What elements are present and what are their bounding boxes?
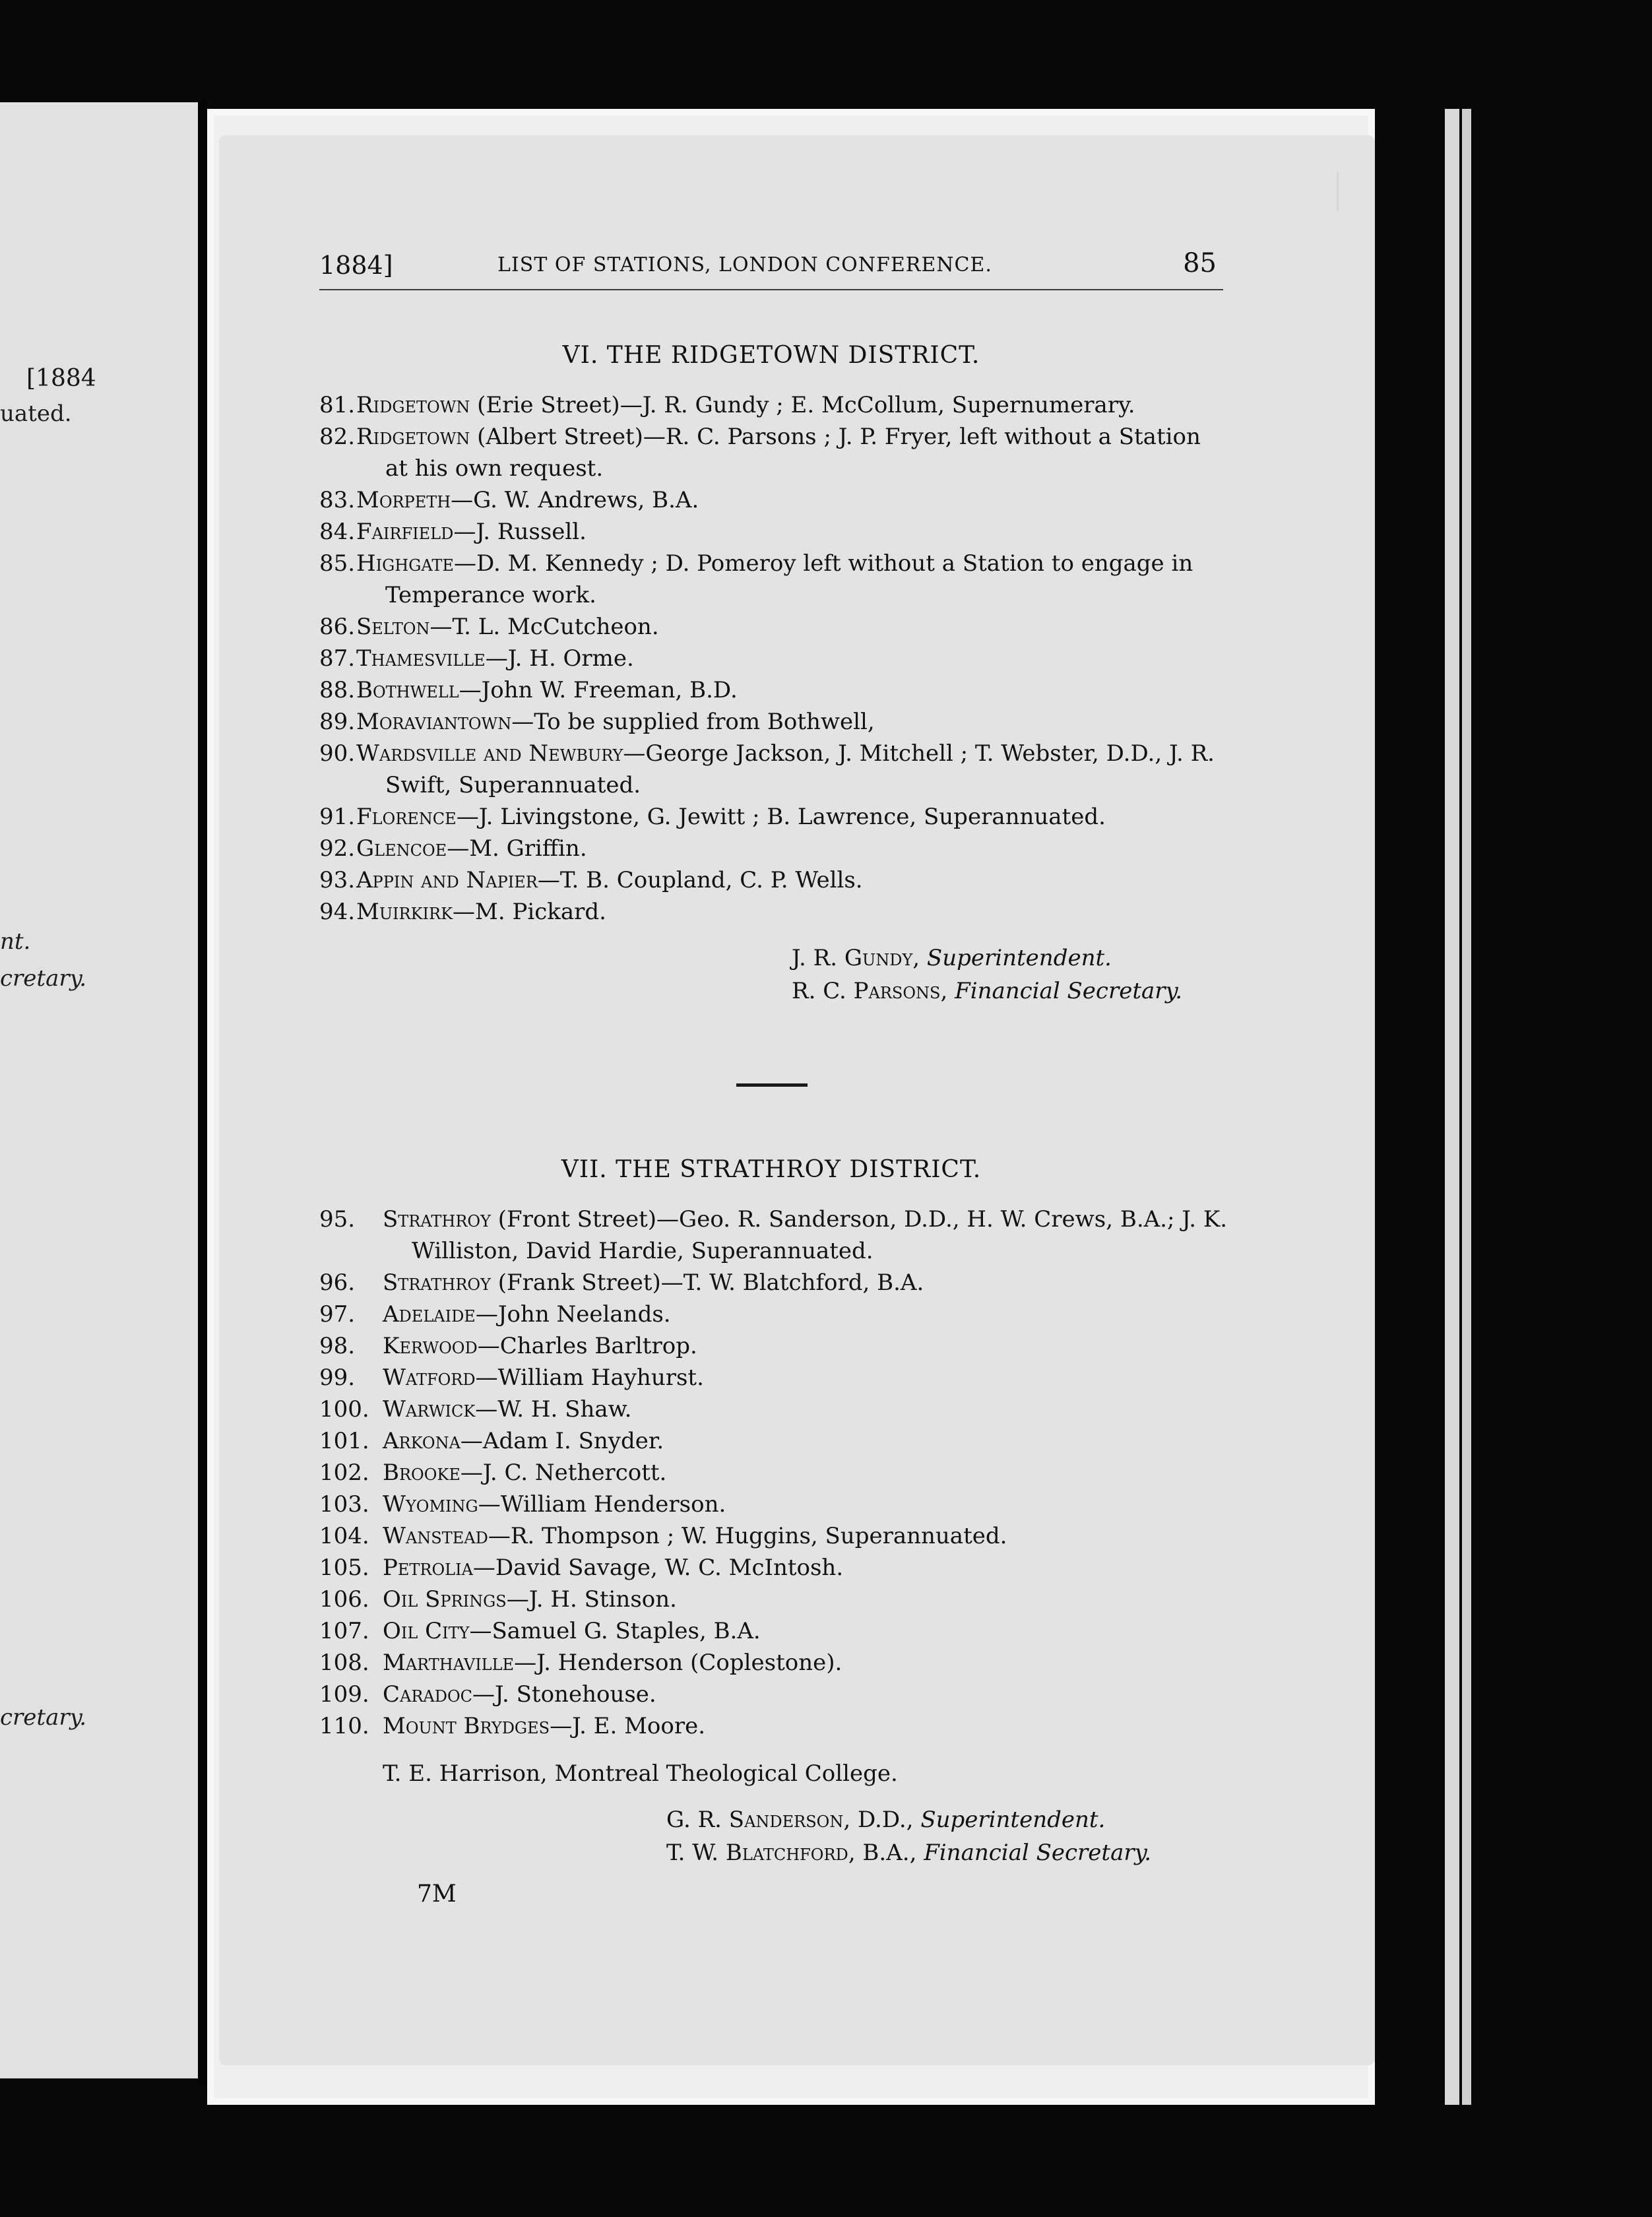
station-number: 101. bbox=[319, 1428, 369, 1454]
station-place: Wanstead bbox=[383, 1523, 488, 1549]
station-place: Strathroy bbox=[383, 1206, 491, 1233]
station-ministers: —To be supplied from Bothwell, bbox=[511, 709, 875, 735]
station-number: 102. bbox=[319, 1460, 369, 1486]
station-number: 106. bbox=[319, 1586, 369, 1613]
station-place: Bothwell bbox=[356, 677, 459, 703]
station-ministers: (Front Street)—Geo. R. Sanderson, D.D., H. W. Crews, B.A.; J. K. Williston, David Hardie, Superannuated. bbox=[412, 1206, 1228, 1264]
station-number: 104. bbox=[319, 1523, 369, 1549]
station-place: Kerwood bbox=[383, 1333, 478, 1359]
station-number: 103. bbox=[319, 1491, 369, 1518]
station-entry bbox=[319, 674, 1230, 706]
station-entry bbox=[319, 1679, 1243, 1710]
station-ministers: (Erie Street)—J. R. Gundy ; E. McCollum, Supernumerary. bbox=[470, 392, 1135, 418]
signatory-role: Superintendent. bbox=[920, 1807, 1106, 1833]
previous-page bbox=[0, 102, 198, 2078]
station-entry bbox=[319, 548, 1230, 611]
station-ministers: —T. L. McCutcheon. bbox=[429, 614, 659, 640]
station-ministers: —M. Pickard. bbox=[453, 899, 606, 925]
signature-line: R. C. Parsons, Financial Secretary. bbox=[792, 978, 1183, 1004]
station-number: 95. bbox=[319, 1206, 356, 1233]
station-entry bbox=[319, 1615, 1243, 1647]
station-entry bbox=[319, 1299, 1243, 1330]
station-entry bbox=[319, 738, 1230, 801]
station-number: 81. bbox=[319, 392, 356, 418]
station-ministers: —Samuel G. Staples, B.A. bbox=[469, 1618, 761, 1644]
district-heading: VII. THE STRATHROY DISTRICT. bbox=[561, 1156, 982, 1183]
signature-line bbox=[666, 1804, 1105, 1836]
signatory-role: Financial Secretary. bbox=[955, 978, 1183, 1004]
signature-line: J. R. Gundy, Superintendent. bbox=[792, 945, 1112, 971]
station-number: 105. bbox=[319, 1555, 369, 1581]
station-number: 99. bbox=[319, 1365, 356, 1391]
previous-page-fragment: cretary. bbox=[0, 1704, 87, 1731]
station-entry bbox=[319, 1394, 1243, 1425]
station-number: 96. bbox=[319, 1269, 356, 1296]
station-entry bbox=[319, 611, 1230, 643]
station-ministers: —G. W. Andrews, B.A. bbox=[451, 487, 699, 513]
station-ministers: —William Henderson. bbox=[478, 1491, 726, 1518]
signatory-role: Superintendent. bbox=[926, 945, 1112, 971]
station-place: Highgate bbox=[356, 550, 454, 577]
station-entry bbox=[319, 706, 1230, 738]
station-entry bbox=[319, 1520, 1243, 1552]
signature-line bbox=[666, 1837, 1151, 1869]
station-entry bbox=[319, 643, 1230, 674]
signatory-name: R. C. Parsons bbox=[792, 978, 941, 1004]
station-entry bbox=[319, 1457, 1243, 1489]
station-entry bbox=[319, 484, 1230, 516]
page-edge bbox=[1445, 109, 1459, 2105]
station-entry bbox=[319, 1552, 1243, 1584]
previous-page-fragment: uated. bbox=[0, 401, 72, 427]
station-ministers: (Frank Street)—T. W. Blatchford, B.A. bbox=[490, 1269, 924, 1296]
station-ministers: —D. M. Kennedy ; D. Pomeroy left without a Station to engage in Temperance work. bbox=[385, 550, 1193, 608]
running-head bbox=[319, 248, 1223, 290]
station-place: Marthaville bbox=[383, 1650, 515, 1676]
station-place: Wardsville and Newbury bbox=[356, 740, 623, 767]
station-number: 97. bbox=[319, 1301, 356, 1328]
signatory-degree: , D.D., bbox=[843, 1807, 921, 1833]
station-ministers: —J. E. Moore. bbox=[550, 1713, 706, 1739]
station-ministers: —J. Stonehouse. bbox=[472, 1681, 656, 1708]
station-ministers: (Albert Street)—R. C. Parsons ; J. P. Fryer, left without a Station at his own request. bbox=[385, 424, 1201, 482]
station-number: 107. bbox=[319, 1618, 369, 1644]
station-place: Warwick bbox=[383, 1396, 476, 1423]
station-ministers: —George Jackson, J. Mitchell ; T. Webster, D.D., J. R. Swift, Superannuated. bbox=[385, 740, 1215, 798]
book-gutter bbox=[198, 99, 207, 2085]
station-number: 89. bbox=[319, 709, 356, 735]
station-number: 109. bbox=[319, 1681, 369, 1708]
station-place: Fairfield bbox=[356, 519, 454, 545]
station-place: Appin and Napier bbox=[356, 867, 538, 893]
page-number: 85 bbox=[1183, 248, 1217, 278]
station-place: Mount Brydges bbox=[383, 1713, 550, 1739]
station-ministers: —John W. Freeman, B.D. bbox=[459, 677, 738, 703]
station-entry bbox=[319, 801, 1230, 833]
station-ministers: —William Hayhurst. bbox=[475, 1365, 704, 1391]
district-note: T. E. Harrison, Montreal Theological College. bbox=[383, 1760, 898, 1787]
signatory-name: G. R. Sanderson bbox=[666, 1807, 844, 1833]
signatory-name: J. R. Gundy bbox=[792, 945, 913, 971]
station-entry bbox=[319, 1584, 1243, 1615]
station-number: 98. bbox=[319, 1333, 356, 1359]
station-ministers: —J. Henderson (Coplestone). bbox=[514, 1650, 842, 1676]
station-entry bbox=[319, 896, 1230, 928]
station-place: Morpeth bbox=[356, 487, 451, 513]
station-place: Wyoming bbox=[383, 1491, 478, 1518]
running-head-year: 1884] bbox=[319, 251, 393, 280]
station-entry bbox=[319, 1425, 1243, 1457]
station-number: 110. bbox=[319, 1713, 369, 1739]
station-number: 108. bbox=[319, 1650, 369, 1676]
station-place: Selton bbox=[356, 614, 430, 640]
station-entry bbox=[319, 1267, 1243, 1299]
station-ministers: —J. Russell. bbox=[453, 519, 587, 545]
station-entry bbox=[319, 1204, 1243, 1267]
station-place: Brooke bbox=[383, 1460, 461, 1486]
station-number: 92. bbox=[319, 835, 356, 862]
station-place: Oil City bbox=[383, 1618, 470, 1644]
station-place: Arkona bbox=[383, 1428, 461, 1454]
station-place: Ridgetown bbox=[356, 424, 470, 450]
station-number: 88. bbox=[319, 677, 356, 703]
running-head-title: LIST OF STATIONS, LONDON CONFERENCE. bbox=[497, 253, 992, 276]
station-place: Adelaide bbox=[383, 1301, 476, 1328]
station-ministers: —T. B. Coupland, C. P. Wells. bbox=[537, 867, 863, 893]
station-place: Petrolia bbox=[383, 1555, 473, 1581]
station-number: 85. bbox=[319, 550, 356, 577]
page-edge bbox=[1462, 109, 1471, 2105]
previous-page-fragment: nt. bbox=[0, 928, 31, 955]
station-entry bbox=[319, 1710, 1243, 1742]
station-place: Moraviantown bbox=[356, 709, 512, 735]
station-entry bbox=[319, 516, 1230, 548]
station-place: Caradoc bbox=[383, 1681, 473, 1708]
station-entry bbox=[319, 1362, 1243, 1394]
station-list-ridgetown bbox=[319, 389, 1230, 928]
station-place: Watford bbox=[383, 1365, 476, 1391]
station-entry bbox=[319, 1489, 1243, 1520]
station-ministers: —W. H. Shaw. bbox=[475, 1396, 632, 1423]
signatory-role: Financial Secretary. bbox=[924, 1840, 1152, 1866]
station-number: 91. bbox=[319, 804, 356, 830]
station-ministers: —David Savage, W. C. McIntosh. bbox=[472, 1555, 844, 1581]
station-place: Florence bbox=[356, 804, 457, 830]
station-ministers: —Charles Barltrop. bbox=[477, 1333, 697, 1359]
station-place: Oil Springs bbox=[383, 1586, 507, 1613]
station-ministers: —J. H. Orme. bbox=[485, 645, 634, 672]
previous-page-fragment: cretary. bbox=[0, 965, 87, 992]
signatory-name: T. W. Blatchford bbox=[666, 1840, 848, 1866]
station-entry bbox=[319, 1647, 1243, 1679]
station-list-strathroy bbox=[319, 1204, 1243, 1742]
station-ministers: —J. H. Stinson. bbox=[506, 1586, 677, 1613]
station-ministers: —J. Livingstone, G. Jewitt ; B. Lawrence, Superannuated. bbox=[456, 804, 1106, 830]
station-entry bbox=[319, 833, 1230, 864]
station-entry bbox=[319, 864, 1230, 896]
station-ministers: —John Neelands. bbox=[475, 1301, 671, 1328]
district-heading: VI. THE RIDGETOWN DISTRICT. bbox=[562, 342, 980, 369]
station-place: Glencoe bbox=[356, 835, 447, 862]
station-number: 90. bbox=[319, 740, 356, 767]
station-entry bbox=[319, 421, 1230, 484]
signatory-degree: , B.A., bbox=[848, 1840, 924, 1866]
station-number: 84. bbox=[319, 519, 356, 545]
station-ministers: —Adam I. Snyder. bbox=[460, 1428, 664, 1454]
printer-signature-mark: 7M bbox=[417, 1880, 457, 1908]
station-place: Muirkirk bbox=[356, 899, 453, 925]
station-number: 94. bbox=[319, 899, 356, 925]
previous-page-running-head: [1884 bbox=[26, 365, 96, 392]
station-ministers: —M. Griffin. bbox=[447, 835, 587, 862]
station-place: Ridgetown bbox=[356, 392, 470, 418]
section-divider bbox=[736, 1083, 808, 1087]
station-number: 82. bbox=[319, 424, 356, 450]
station-ministers: —R. Thompson ; W. Huggins, Superannuated. bbox=[488, 1523, 1007, 1549]
station-place: Strathroy bbox=[383, 1269, 491, 1296]
station-number: 87. bbox=[319, 645, 356, 672]
station-place: Thamesville bbox=[356, 645, 486, 672]
station-number: 100. bbox=[319, 1396, 369, 1423]
scan-mark bbox=[1337, 172, 1339, 211]
station-number: 83. bbox=[319, 487, 356, 513]
station-number: 93. bbox=[319, 867, 356, 893]
station-entry bbox=[319, 389, 1230, 421]
station-entry bbox=[319, 1330, 1243, 1362]
station-number: 86. bbox=[319, 614, 356, 640]
station-ministers: —J. C. Nethercott. bbox=[460, 1460, 667, 1486]
